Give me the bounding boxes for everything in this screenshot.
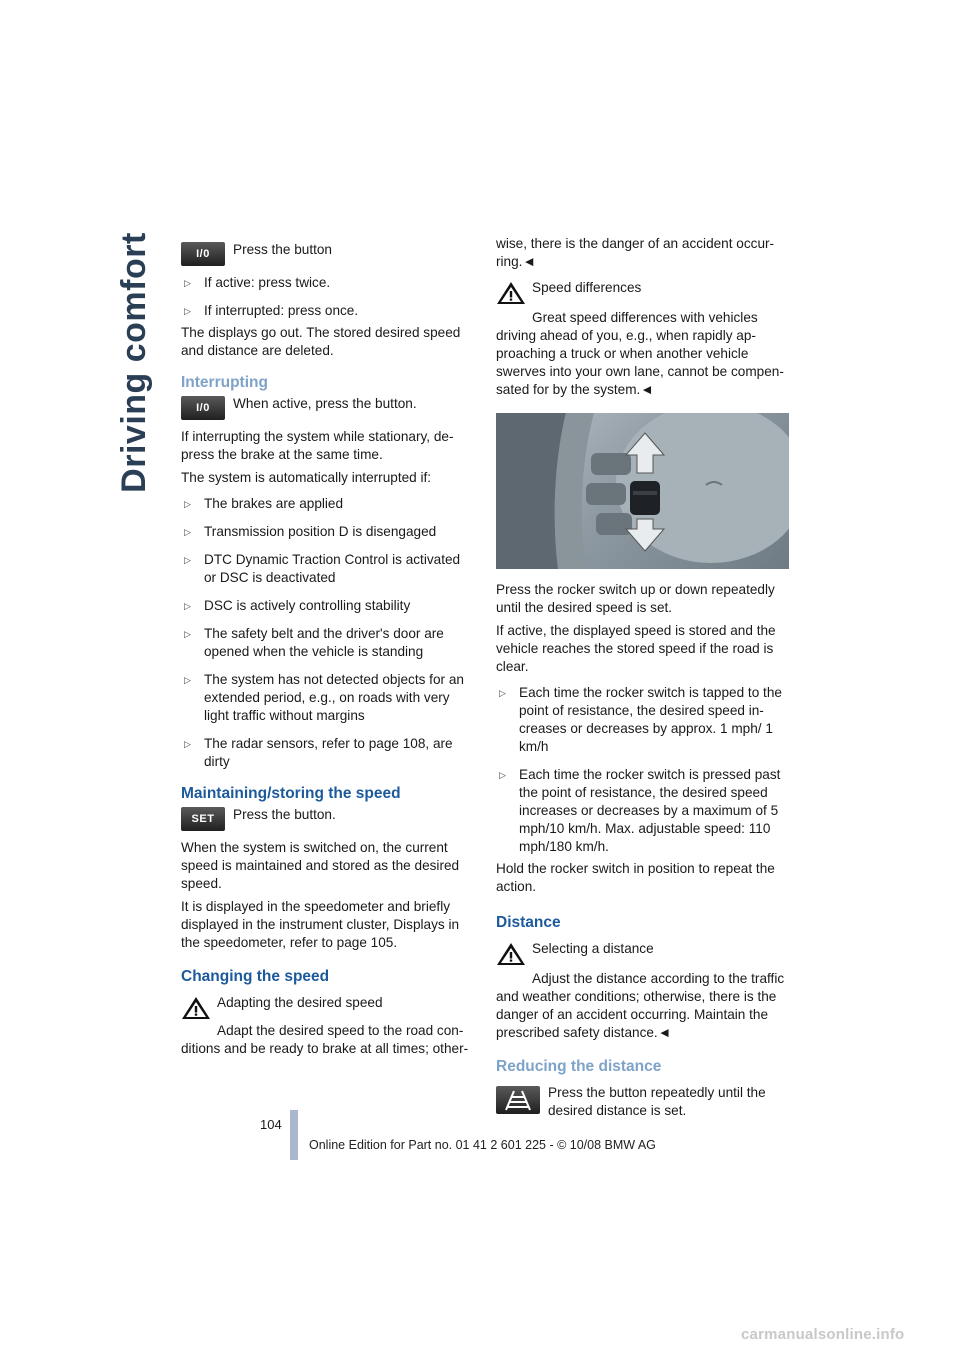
reducing-text: Press the button repeatedly until the desired distance is set. [548, 1085, 766, 1118]
distance-warning-text: Adjust the distance according to the traffic and weather conditions; otherwise, there is the danger of an accident occurring. Maintain the prescribed safety distance.◄ [496, 971, 785, 1040]
list-item: ▷ DSC is actively controlling stability [184, 598, 411, 613]
list-item: ▷ The safety belt and the driver's door are opened when the vehicle is standing [184, 626, 444, 659]
distance-button-icon [496, 1086, 540, 1114]
switch-off-text: Press the button [233, 242, 332, 257]
bullet-arrow-icon: ▷ [184, 499, 191, 509]
reducing-heading: Reducing the distance [496, 1058, 662, 1075]
list-item: ▷ DTC Dynamic Traction Control is activated or DSC is deactivated [184, 552, 461, 585]
section-side-title: Driving comfort [114, 231, 153, 493]
bullet-arrow-icon: ▷ [184, 555, 191, 565]
distance-warning-title: Selecting a distance [532, 941, 654, 956]
interrupt-conditions-list [181, 495, 474, 771]
warning-triangle-icon [496, 942, 526, 966]
rocker-p2: If active, the displayed speed is stored and the vehicle reaches the stored speed if the road is clear. [496, 623, 776, 674]
right-column [496, 235, 790, 1120]
interrupting-p2: The system is automatically interrupted if: [181, 470, 432, 485]
interrupting-heading: Interrupting [181, 374, 268, 391]
list-item: ▷ The brakes are applied [184, 496, 344, 511]
reducing-instruction [496, 1084, 790, 1120]
distance-warning [496, 940, 790, 1042]
bullet-arrow-icon: ▷ [184, 601, 191, 611]
list-item: ▷ Transmission position D is disengaged [184, 524, 437, 539]
changing-warning [181, 994, 474, 1058]
bullet-arrow-icon: ▷ [499, 688, 506, 698]
changing-warning-text: Adapt the desired speed to the road con-ditions and be ready to brake at all times; other- [181, 1023, 469, 1056]
switch-off-after: The displays go out. The stored desired speed and distance are deleted. [181, 325, 461, 358]
bullet-arrow-icon: ▷ [184, 278, 191, 288]
speed-diff-title: Speed differences [532, 280, 642, 295]
list-item: ▷ Each time the rocker switch is tapped to the point of resistance, the desired speed in-creases or decreases by approx. 1 mph/ 1 km/h [499, 685, 782, 754]
maintaining-text: Press the button. [233, 807, 336, 822]
page-number: 104 [260, 1117, 282, 1132]
list-item: ▷ The system has not detected objects for an extended period, e.g., on roads with very light traffic without margins [184, 672, 464, 723]
set-button-icon: SET [181, 807, 225, 831]
footer-edition: Online Edition for Part no. 01 41 2 601 225 - © 10/08 BMW AG [309, 1138, 656, 1152]
footer-gutter-bar [290, 1110, 298, 1160]
distance-heading: Distance [496, 914, 561, 931]
continued-text: wise, there is the danger of an accident occur-ring.◄ [496, 236, 775, 269]
maintaining-p1: When the system is switched on, the current speed is maintained and stored as the desired speed. [181, 840, 460, 891]
warning-triangle-icon [181, 996, 211, 1020]
list-item: ▷ If interrupted: press once. [184, 303, 359, 318]
bullet-arrow-icon: ▷ [499, 770, 506, 780]
warning-triangle-icon [496, 281, 526, 305]
interrupting-p1: If interrupting the system while stationary, de-press the brake at the same time. [181, 429, 454, 462]
list-item: ▷ Each time the rocker switch is pressed past the point of resistance, the desired speed increases or decreases by a maximum of 5 mph/10 km/h. Max. adjustable speed: 110 mph/180 km/h. [499, 767, 781, 854]
maintaining-instruction [181, 805, 474, 831]
onoff-button-icon: I/0 [181, 396, 225, 420]
rocker-p1: Press the rocker switch up or down repeatedly until the desired speed is set. [496, 582, 775, 615]
bullet-arrow-icon: ▷ [184, 629, 191, 639]
left-column [181, 240, 474, 1064]
rocker-p3: Hold the rocker switch in position to repeat the action. [496, 861, 775, 894]
steering-wheel-rocker-photo [496, 413, 789, 569]
bullet-arrow-icon: ▷ [184, 675, 191, 685]
interrupting-instruction [181, 394, 474, 420]
maintaining-p2: It is displayed in the speedometer and briefly displayed in the instrument cluster, Displays in the speedometer, refer to page 105. [181, 899, 460, 950]
watermark: carmanualsonline.info [741, 1326, 905, 1343]
bullet-arrow-icon: ▷ [184, 306, 191, 316]
road-distance-icon [496, 1086, 540, 1114]
switch-off-instruction [181, 240, 474, 266]
speed-diff-text: Great speed differences with vehicles driving ahead of you, e.g., when rapidly ap-proaching a truck or when another vehicle swerves into your own lane, cannot be compen-sated for by the system.◄ [496, 310, 784, 397]
changing-warning-title: Adapting the desired speed [217, 995, 383, 1010]
list-item: ▷ The radar sensors, refer to page 108, are dirty [184, 736, 453, 769]
bullet-arrow-icon: ▷ [184, 527, 191, 537]
rocker-list [496, 684, 790, 856]
speed-diff-warning [496, 279, 790, 399]
steering-wheel-icon [496, 413, 789, 569]
bullet-arrow-icon: ▷ [184, 739, 191, 749]
changing-heading: Changing the speed [181, 968, 330, 985]
interrupting-text: When active, press the button. [233, 396, 417, 411]
switch-off-list [181, 274, 474, 320]
list-item: ▷ If active: press twice. [184, 275, 331, 290]
maintaining-heading: Maintaining/storing the speed [181, 785, 401, 802]
onoff-button-icon: I/0 [181, 242, 225, 266]
